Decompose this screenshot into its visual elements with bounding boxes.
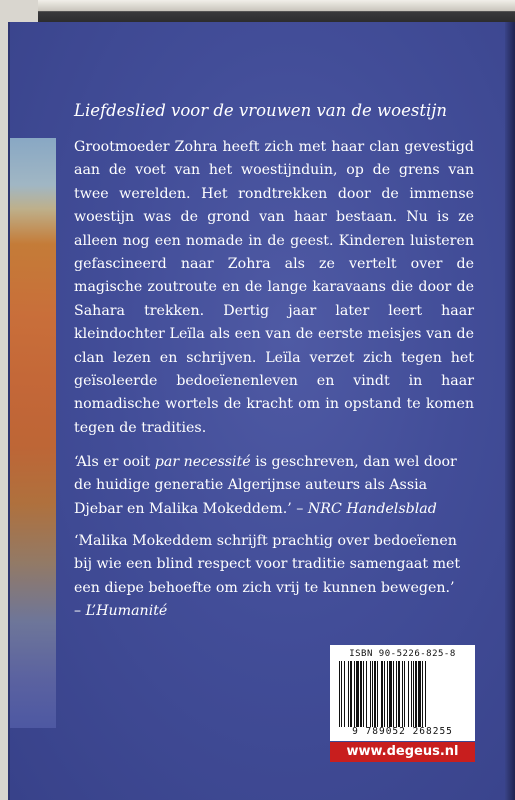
quote-text: ‘Malika Mokeddem schrijft prachtig over bedoeïenen bij wie een blind respect voor traditie samengaat met een diepe behoefte om zich vrij te kunnen bewegen.’ (74, 533, 461, 596)
quote-source-dash: – (74, 603, 86, 620)
quote-source: NRC Handelsblad (307, 500, 437, 517)
quote-source: L’Humanité (85, 603, 168, 620)
quote-emphasis: par necessité (154, 454, 251, 470)
barcode-digits: 9 789052 268255 (352, 726, 453, 737)
barcode-icon (335, 661, 470, 727)
book-tagline: Liefdeslied voor de vrouwen van de woestijn (74, 101, 447, 120)
quote-text-cont: is geschreven, dan wel door de huidige generatie Algerijnse auteurs als Assia Djebar en Malika Mokeddem.’ – (74, 454, 457, 517)
review-quote-humanite (74, 530, 474, 624)
book-top-edge (38, 0, 515, 24)
book-blurb: Grootmoeder Zohra heeft zich met haar clan gevestigd aan de voet van het woestijnduin, op de grens van twee werelden. Het rondtrekken door de immense woestijn was de grond van haar bestaan. Nu is ze alleen nog een nomade in de geest. Kinderen luisteren gefascineerd naar Zohra als ze vertelt over de magische zoutroute en de lange karavaans die door de Sahara trekken. Dertig jaar later leert haar kleindochter Leïla als een van de eerste meisjes van de clan lezen en schrijven. Leïla verzet zich tegen het geïsoleerde bedoeïenenleven en vindt in haar nomadische wortels de kracht om in opstand te komen tegen de tradities. (74, 139, 474, 436)
barcode-panel (330, 645, 475, 741)
cover-photo-strip (10, 138, 56, 728)
spine-edge (505, 22, 515, 800)
quote-text: ‘Als er ooit (74, 454, 155, 470)
publisher-url: www.degeus.nl (330, 742, 475, 762)
review-quote-nrc (74, 451, 474, 521)
isbn-label: ISBN 90-5226-825-8 (349, 649, 456, 659)
